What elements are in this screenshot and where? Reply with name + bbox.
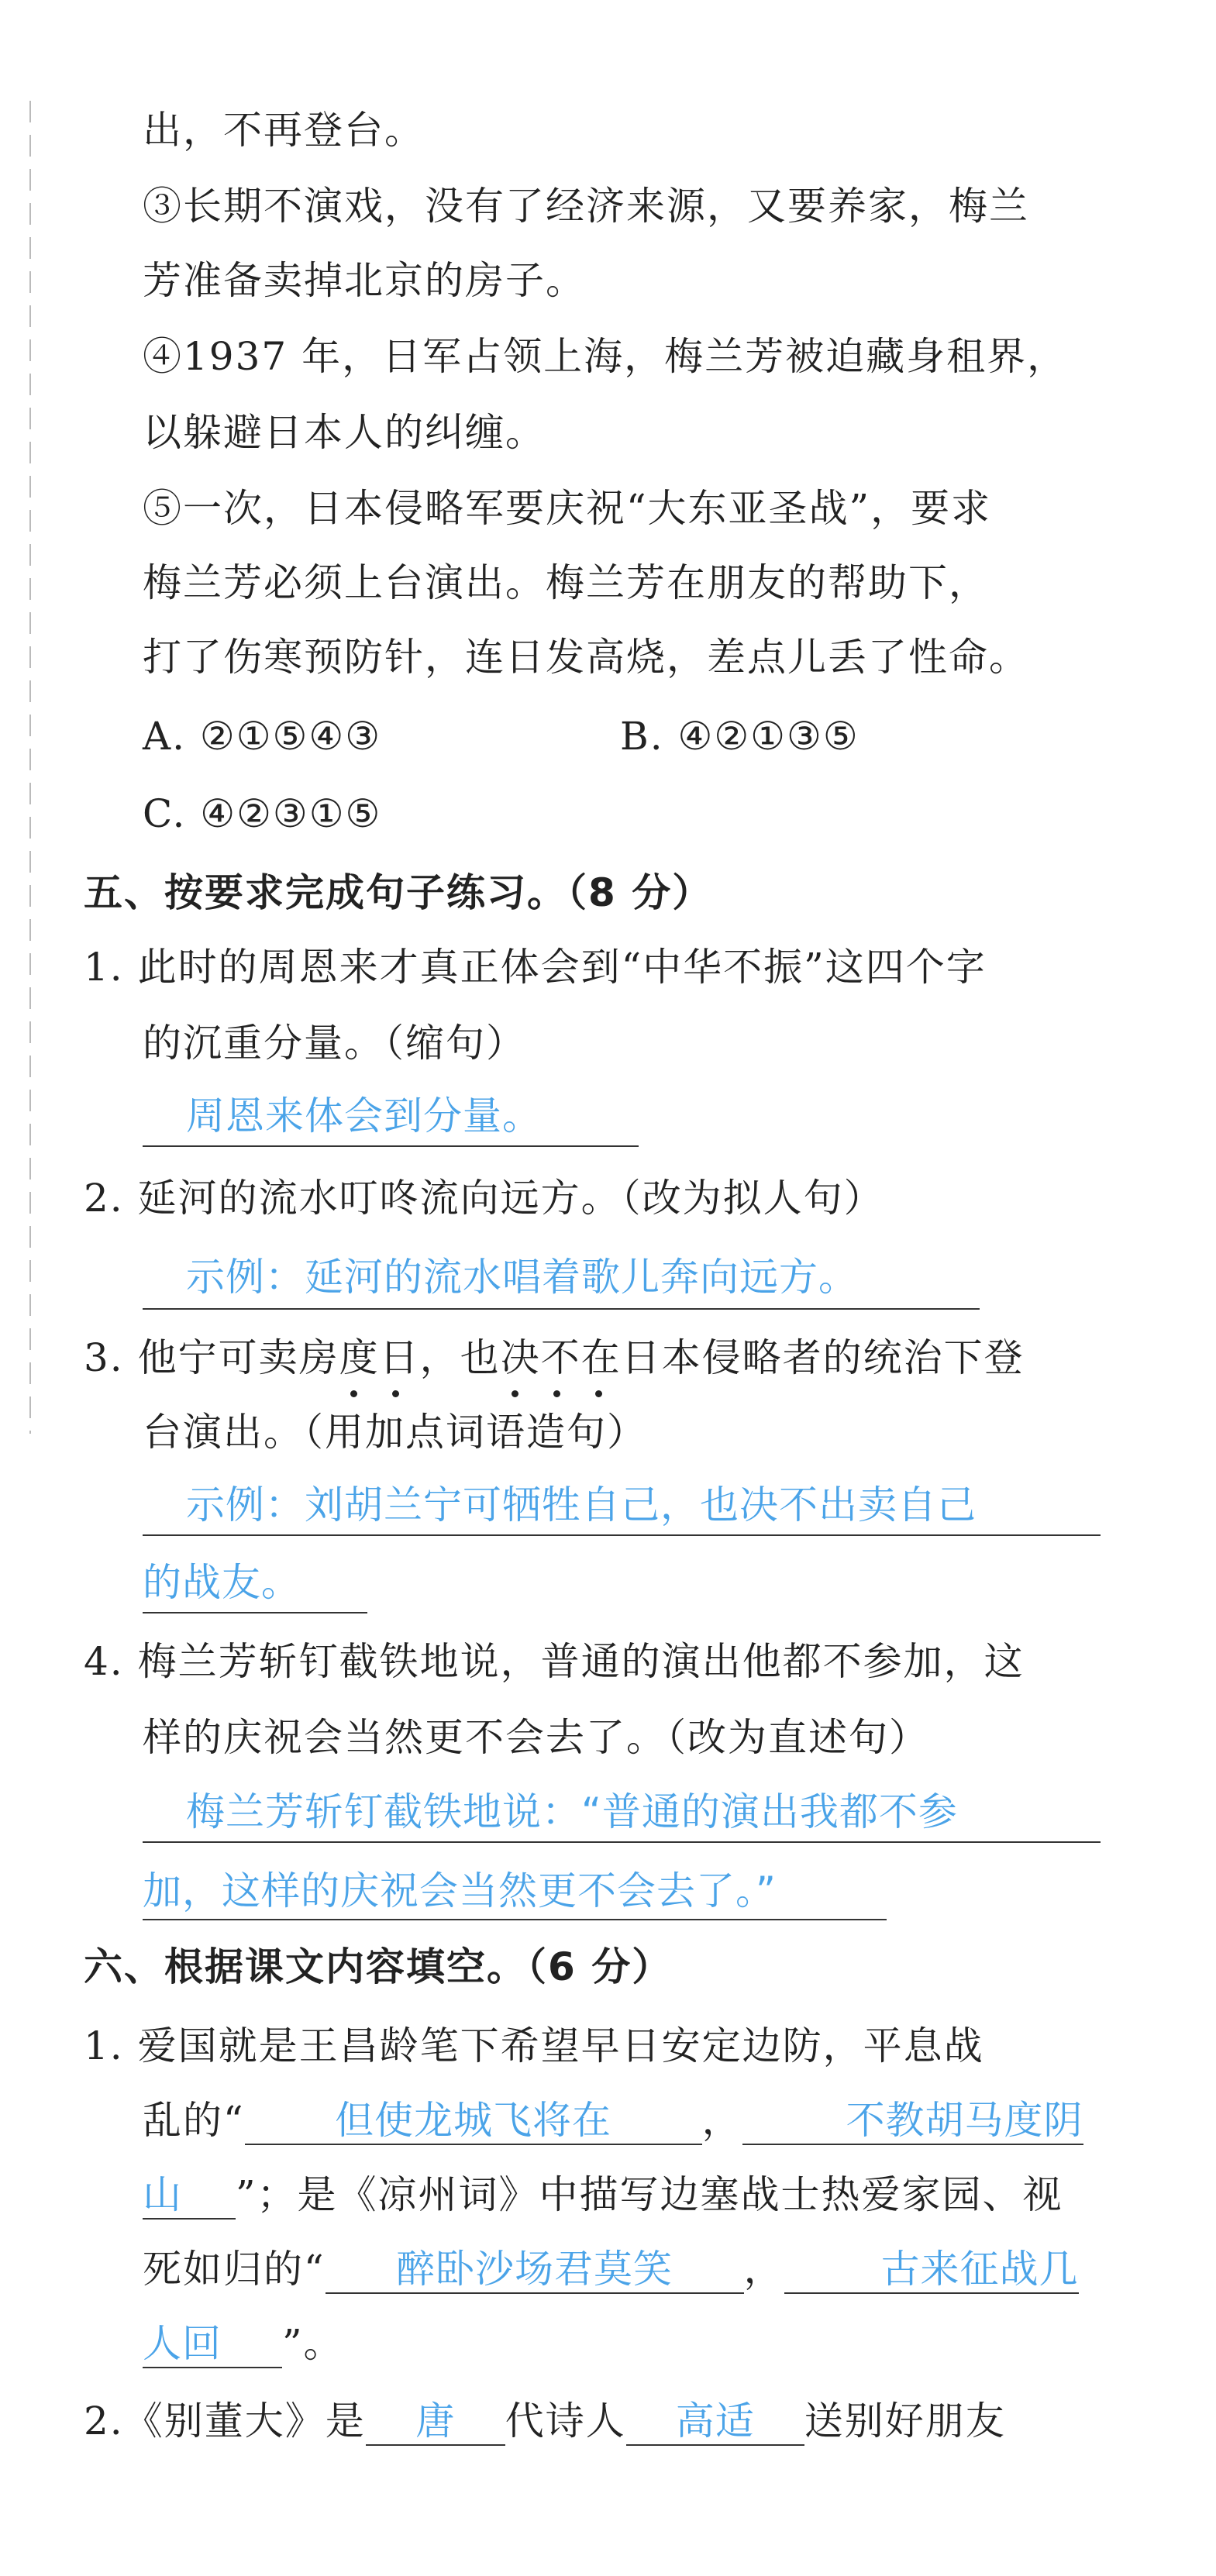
blank-4-cont: 人回	[143, 2320, 282, 2368]
q5-2-answer: 示例：延河的流水唱着歌儿奔向远方。	[186, 1255, 858, 1300]
emphasis-dot	[392, 1390, 399, 1397]
sentence-4: ④1937 年，日军占领上海，梅兰芳被迫藏身租界，	[143, 334, 1068, 379]
q6-1-text: ”；是《凉州词》中描写边塞战士热爱家园、视	[236, 2172, 1063, 2217]
q6-2-post: 送别好朋友	[804, 2399, 1006, 2443]
q5-1-cont: 的沉重分量。（缩句）	[143, 1021, 526, 1066]
q5-3-answer-cont: 的战友。	[143, 1560, 301, 1605]
q5-3-cont: 台演出。（用加点词语造句）	[143, 1410, 647, 1455]
q6-1: 1. 爱国就是王昌龄笔下希望早日安定边防，平息战	[84, 2023, 984, 2068]
q5-4-answer-cont: 加，这样的庆祝会当然更不会去了。”	[143, 1868, 777, 1913]
q6-1-prefix: 乱的“	[143, 2098, 245, 2143]
answer-line	[143, 1308, 980, 1310]
sentence-5-cont: 梅兰芳必须上台演出。梅兰芳在朋友的帮助下，	[143, 560, 989, 605]
blank-2-cont: 山	[143, 2171, 236, 2220]
q5-1: 1. 此时的周恩来才真正体会到“中华不振”这四个字	[84, 945, 987, 990]
q6-1-line2	[143, 2097, 1083, 2145]
sentence-5: ⑤一次，日本侵略军要庆祝“大东亚圣战”，要求	[143, 486, 992, 531]
sentence-4-cont: 以躲避日本人的纠缠。	[143, 410, 546, 455]
q6-1-line3	[143, 2171, 1063, 2220]
passage-line: 出，不再登台。	[143, 108, 425, 153]
q5-3-answer: 示例：刘胡兰宁可牺牲自己，也决不出卖自己	[186, 1483, 977, 1527]
q6-1-line4	[143, 2246, 1079, 2294]
q5-4: 4. 梅兰芳斩钉截铁地说，普通的演出他都不参加，这	[84, 1639, 1025, 1684]
q6-1-prefix2: 死如归的“	[143, 2247, 326, 2292]
section-5-title: 五、按要求完成句子练习。（8 分）	[84, 870, 713, 915]
blank-dynasty: 唐	[366, 2398, 505, 2446]
blank-2: 不教胡马度阴	[742, 2097, 1083, 2145]
q6-2-prefix: 2.《别董大》是	[84, 2399, 366, 2443]
q6-1-line5	[143, 2320, 344, 2368]
answer-line	[143, 1145, 639, 1147]
option-a: A. ②①⑤④③	[143, 714, 382, 759]
option-b: B. ④②①③⑤	[620, 714, 859, 759]
q5-1-answer: 周恩来体会到分量。	[186, 1093, 542, 1138]
q5-3: 3. 他宁可卖房度日，也决不在日本侵略者的统治下登	[84, 1335, 1025, 1380]
option-c: C. ④②③①⑤	[143, 791, 382, 836]
emphasis-dot	[553, 1390, 560, 1397]
q6-1-end: ”。	[282, 2321, 344, 2366]
comma: ，	[701, 2098, 742, 2143]
blank-4: 古来征战几	[784, 2246, 1079, 2294]
q5-4-cont: 样的庆祝会当然更不会去了。（改为直述句）	[143, 1715, 929, 1760]
sentence-3: ③长期不演戏，没有了经济来源，又要养家，梅兰	[143, 184, 1029, 229]
blank-poet: 高适	[626, 2398, 804, 2446]
answer-line	[143, 1534, 1101, 1536]
blank-3: 醉卧沙场君莫笑	[326, 2246, 744, 2294]
sentence-3-cont: 芳准备卖掉北京的房子。	[143, 258, 586, 303]
section-6-title: 六、根据课文内容填空。（6 分）	[84, 1944, 673, 1989]
q6-2-mid: 代诗人	[505, 2399, 626, 2443]
comma: ，	[743, 2247, 784, 2292]
emphasis-dot	[512, 1390, 518, 1397]
q6-2	[84, 2398, 1006, 2446]
binding-margin-line	[29, 101, 31, 1434]
q5-4-answer: 梅兰芳斩钉截铁地说：“普通的演出我都不参	[186, 1789, 958, 1834]
sentence-5-cont2: 打了伤寒预防针，连日发高烧，差点儿丢了性命。	[143, 635, 1029, 680]
answer-line	[143, 1919, 887, 1920]
q5-2: 2. 延河的流水叮咚流向远方。（改为拟人句）	[84, 1176, 884, 1221]
blank-1: 但使龙城飞将在	[245, 2097, 702, 2145]
emphasis-dot	[350, 1390, 357, 1397]
answer-line	[143, 1612, 367, 1613]
emphasis-dot	[595, 1390, 602, 1397]
answer-line	[143, 1841, 1101, 1843]
